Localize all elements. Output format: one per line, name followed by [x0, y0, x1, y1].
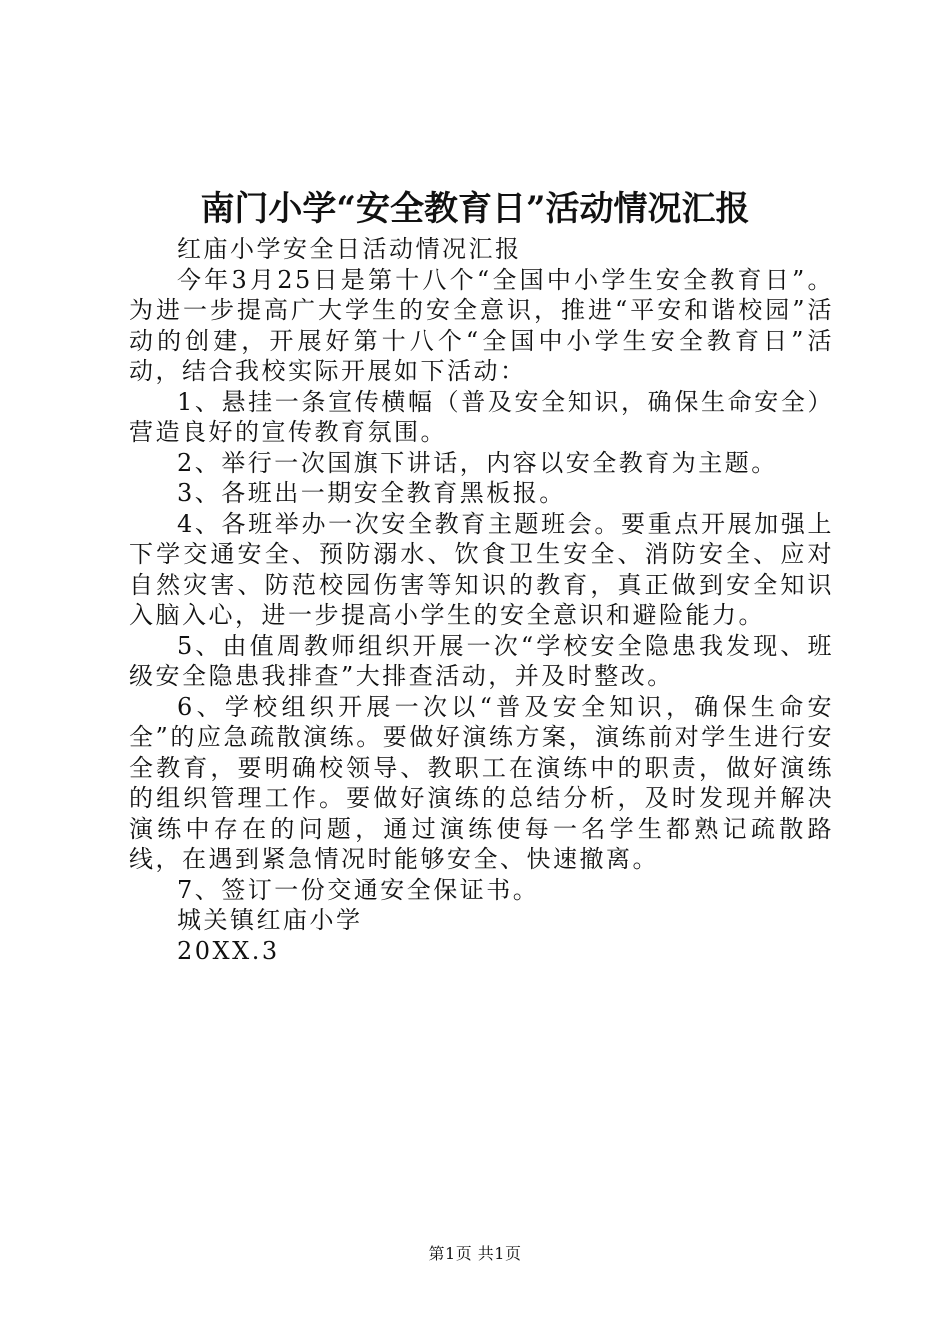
paragraph-item-3: 3、各班出一期安全教育黑板报。	[177, 479, 566, 507]
document-title: 南门小学“安全教育日”活动情况汇报	[200, 189, 750, 229]
paragraph-intro: 今年3月25日是第十八个“全国中小学生安全教育日”。为进一步提高广大学生的安全意识，推进“平安和谐校园”活动的创建，开展好第十八个“全国中小学生安全教育日”活动，结合我校实际开展如下活动：	[129, 265, 834, 385]
paragraph-item-4: 4、各班举办一次安全教育主题班会。要重点开展加强上下学交通安全、预防溺水、饮食卫生安全、消防安全、应对自然灾害、防范校园伤害等知识的教育，真正做到安全知识入脑入心，进一步提高小学生的安全意识和避险能力。	[129, 509, 834, 629]
signature-date: 20XX.3	[177, 936, 280, 965]
document-body	[129, 234, 834, 966]
paragraph-item-1: 1、悬挂一条宣传横幅（普及安全知识，确保生命安全）营造良好的宣传教育氛围。	[129, 387, 834, 446]
signature-school: 城关镇红庙小学	[177, 906, 363, 934]
paragraph-item-5: 5、由值周教师组织开展一次“学校安全隐患我发现、班级安全隐患我排查”大排查活动，并及时整改。	[129, 631, 834, 690]
paragraph-item-6: 6、学校组织开展一次以“普及安全知识，确保生命安全”的应急疏散演练。要做好演练方案，演练前对学生进行安全教育，要明确校领导、教职工在演练中的职责，做好演练的组织管理工作。要做好演练的总结分析，及时发现并解决演练中存在的问题，通过演练使每一名学生都熟记疏散路线，在遇到紧急情况时能够安全、快速撤离。	[129, 692, 834, 873]
paragraph-item-2: 2、举行一次国旗下讲话，内容以安全教育为主题。	[177, 448, 778, 477]
paragraph-item-7: 7、签订一份交通安全保证书。	[177, 875, 540, 904]
paragraph-subtitle: 红庙小学安全日活动情况汇报	[177, 235, 522, 263]
page-footer: 第1页 共1页	[428, 1244, 522, 1263]
